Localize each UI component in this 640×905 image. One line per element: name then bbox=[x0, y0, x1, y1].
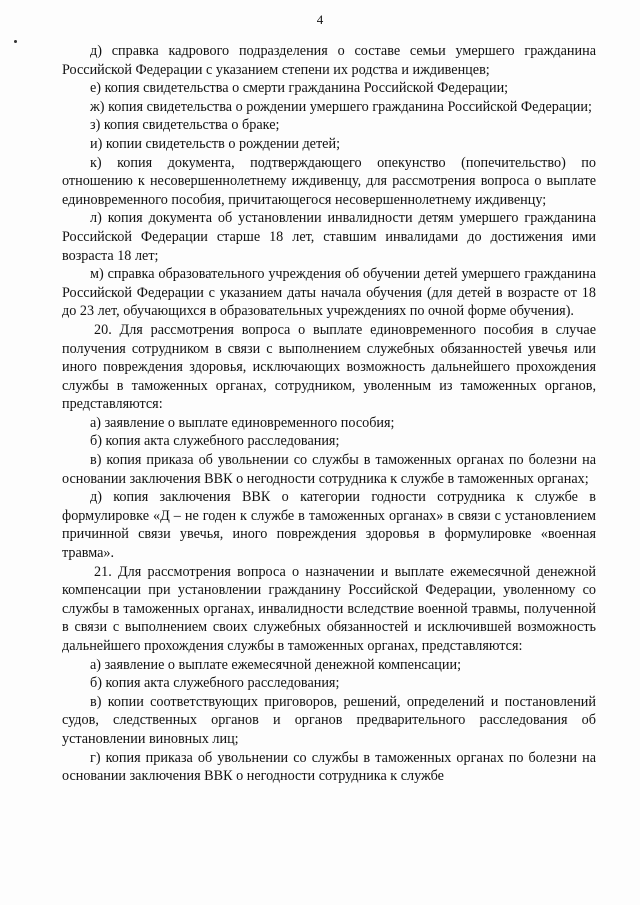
list-item-m: м) справка образовательного учреждения об обучении детей умершего гражданина Российской Федерации с указанием даты начала обучения (для детей в возрасте от 18 до 23 лет, обучающихся в образовательных учреждениях по очной форме обучения). bbox=[62, 266, 596, 320]
list-item-l: л) копия документа об установлении инвалидности детям умершего гражданина Российской Федерации старше 18 лет, ставшим инвалидами до достижения ими возраста 18 лет; bbox=[62, 210, 596, 264]
scan-speck bbox=[14, 40, 17, 43]
list-item-k: к) копия документа, подтверждающего опекунство (попечительство) по отношению к несовершеннолетнему иждивенцу, для рассмотрения вопроса о выплате единовременного пособия, причитающегося несовершеннолетнему иждивенцу; bbox=[62, 154, 596, 208]
list-item-d: д) справка кадрового подразделения о составе семьи умершего гражданина Российской Федерации с указанием степени их родства и иждивенцев; bbox=[62, 43, 596, 78]
section-20-item-a: а) заявление о выплате единовременного пособия; bbox=[90, 414, 395, 431]
section-20: 20. Для рассмотрения вопроса о выплате единовременного пособия в случае получения сотрудником в связи с выполнением служебных обязанностей увечья или иного повреждения здоровья, исключающих возможность дальнейшего прохождения службы в таможенных органах, сотрудником, уволенным из таможенных органов, представляются: bbox=[62, 321, 596, 413]
section-21-item-b: б) копия акта служебного расследования; bbox=[90, 675, 340, 692]
section-21: 21. Для рассмотрения вопроса о назначении и выплате ежемесячной денежной компенсации при установлении гражданину Российской Федерации, уволенному со службы в таможенных органах, инвалидности вследствие военной травмы, полученной в связи с выполнением своих служебных обязанностей и исключившей возможность дальнейшего прохождения службы в таможенных органах, представляются: bbox=[62, 563, 596, 654]
list-item-e: е) копия свидетельства о смерти гражданина Российской Федерации; bbox=[90, 80, 509, 97]
list-item-z: з) копия свидетельства о браке; bbox=[90, 117, 280, 134]
list-item-zh: ж) копия свидетельства о рождении умершего гражданина Российской Федерации; bbox=[90, 98, 592, 115]
document-body bbox=[62, 42, 596, 786]
page-number: 4 bbox=[316, 12, 324, 27]
section-20-item-b: б) копия акта служебного расследования; bbox=[90, 433, 340, 450]
list-item-i: и) копии свидетельств о рождении детей; bbox=[90, 135, 341, 152]
section-21-item-a: а) заявление о выплате ежемесячной денежной компенсации; bbox=[90, 656, 462, 673]
section-20-item-v: в) копия приказа об увольнении со службы в таможенных органах по болезни на основании заключения ВВК о негодности сотрудника к службе в таможенных органах; bbox=[62, 452, 596, 487]
section-20-item-d: д) копия заключения ВВК о категории годности сотрудника к службе в формулировке «Д – не годен к службе в таможенных органах» в связи с установлением причинной связи увечья, иного повреждения здоровья в формулировке «военная травма». bbox=[62, 489, 596, 562]
section-21-item-g: г) копия приказа об увольнении со службы в таможенных органах по болезни на основании заключения ВВК о негодности сотрудника к службе bbox=[62, 749, 596, 785]
section-21-item-v: в) копии соответствующих приговоров, решений, определений и постановлений судов, следственных органов и органов предварительного расследования об установлении виновных лиц; bbox=[62, 693, 596, 747]
